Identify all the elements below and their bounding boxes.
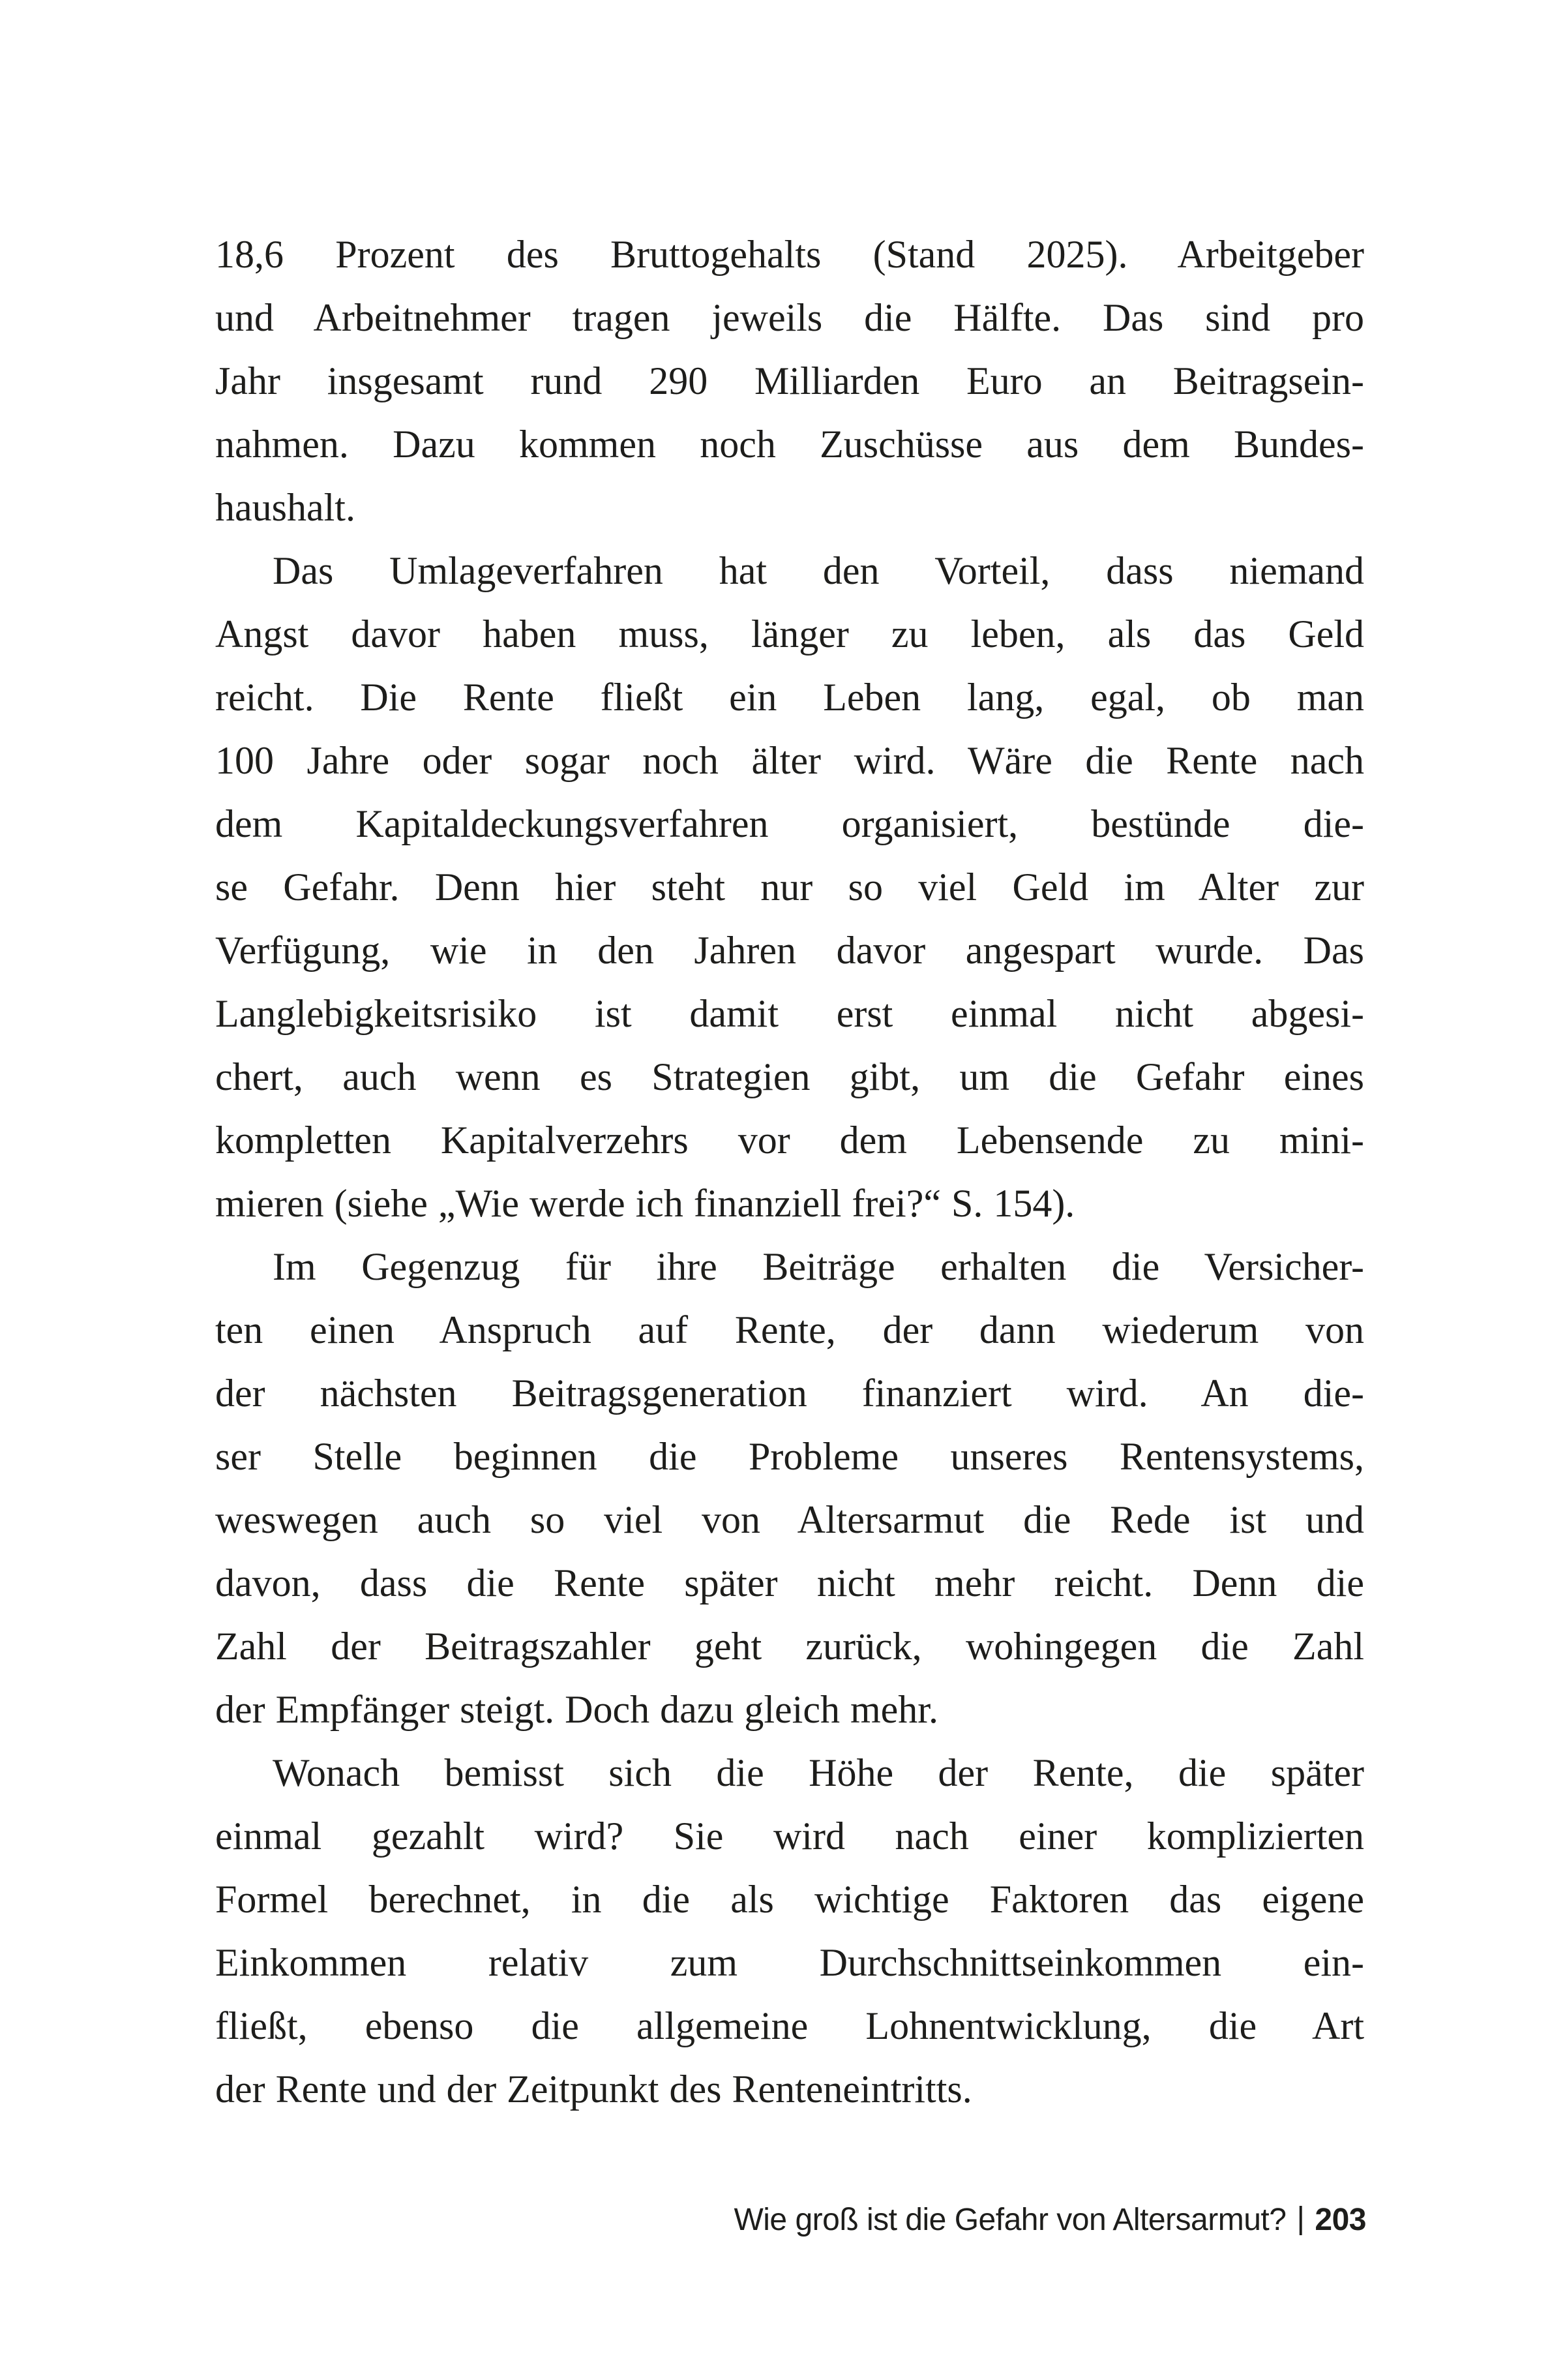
text-line: chert, auch wenn es Strategien gibt, um die Gefahr eines (215, 1055, 1364, 1098)
text-line: Jahr insgesamt rund 290 Milliarden Euro an Beitragsein- (215, 359, 1364, 402)
text-line: Zahl der Beitragszahler geht zurück, wohingegen die Zahl (215, 1625, 1364, 1668)
text-line: fließt, ebenso die allgemeine Lohnentwicklung, die Art (215, 2004, 1364, 2047)
text-line: haushalt. (215, 486, 355, 529)
footer-chapter-title: Wie groß ist die Gefahr von Altersarmut? (734, 2203, 1287, 2237)
paragraph (215, 1235, 1364, 1741)
text-line: der nächsten Beitragsgeneration finanziert wird. An die- (215, 1372, 1364, 1415)
text-line: ten einen Anspruch auf Rente, der dann wiederum von (215, 1308, 1364, 1351)
text-line: ser Stelle beginnen die Probleme unseres Rentensystems, (215, 1435, 1364, 1478)
paragraph (215, 223, 1364, 539)
text-line: se Gefahr. Denn hier steht nur so viel Geld im Alter zur (215, 866, 1364, 909)
text-line: kompletten Kapitalverzehrs vor dem Lebensende zu mini- (215, 1119, 1364, 1162)
text-line: Das Umlageverfahren hat den Vorteil, dass niemand (273, 549, 1364, 592)
text-line: mieren (siehe „Wie werde ich finanziell frei?“ S. 154). (215, 1182, 1075, 1225)
text-line: Wonach bemisst sich die Höhe der Rente, die später (273, 1751, 1364, 1794)
text-line: und Arbeitnehmer tragen jeweils die Hälfte. Das sind pro (215, 296, 1364, 339)
text-line: dem Kapitaldeckungsverfahren organisiert, bestünde die- (215, 802, 1364, 845)
text-line: Im Gegenzug für ihre Beiträge erhalten die Versicher- (273, 1245, 1364, 1288)
footer-page-number: 203 (1315, 2203, 1366, 2237)
text-line: weswegen auch so viel von Altersarmut die Rede ist und (215, 1498, 1364, 1541)
text-line: der Rente und der Zeitpunkt des Renteneintritts. (215, 2068, 972, 2111)
text-line: nahmen. Dazu kommen noch Zuschüsse aus dem Bundes- (215, 423, 1364, 466)
text-line: der Empfänger steigt. Doch dazu gleich mehr. (215, 1688, 938, 1731)
page-footer (734, 2202, 1366, 2238)
paragraph (215, 1741, 1364, 2121)
footer-separator: | (1296, 2201, 1305, 2236)
text-line: Angst davor haben muss, länger zu leben, als das Geld (215, 612, 1364, 655)
text-line: reicht. Die Rente fließt ein Leben lang, egal, ob man (215, 676, 1364, 719)
paragraph (215, 539, 1364, 1235)
text-line: einmal gezahlt wird? Sie wird nach einer komplizierten (215, 1815, 1364, 1858)
text-line: Einkommen relativ zum Durchschnittseinkommen ein- (215, 1941, 1364, 1984)
text-line: 100 Jahre oder sogar noch älter wird. Wäre die Rente nach (215, 739, 1364, 782)
text-line: Verfügung, wie in den Jahren davor angespart wurde. Das (215, 929, 1364, 972)
text-line: Langlebigkeitsrisiko ist damit erst einmal nicht abgesi- (215, 992, 1364, 1035)
text-line: davon, dass die Rente später nicht mehr reicht. Denn die (215, 1561, 1364, 1604)
text-block (215, 223, 1364, 2121)
text-line: Formel berechnet, in die als wichtige Faktoren das eigene (215, 1878, 1364, 1921)
text-line: 18,6 Prozent des Bruttogehalts (Stand 2025). Arbeitgeber (215, 233, 1364, 276)
